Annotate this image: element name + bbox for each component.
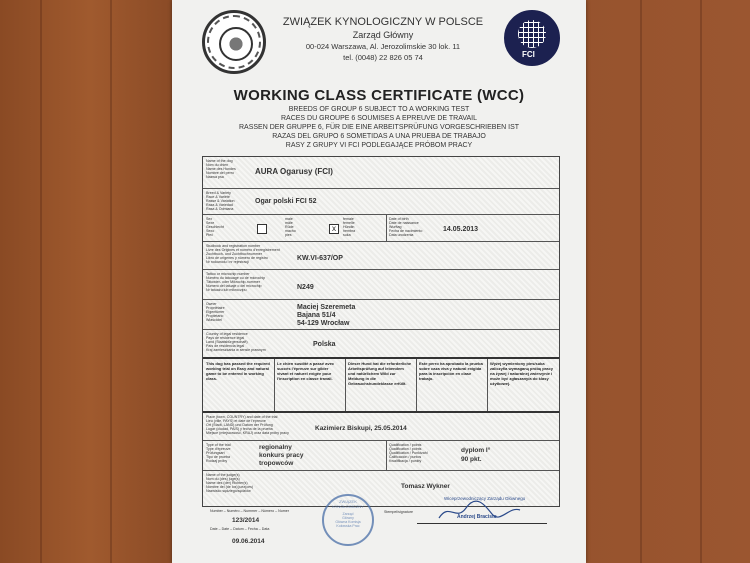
female-label: suka — [343, 233, 351, 237]
sex-label: Sexo — [206, 229, 215, 233]
sex-label: Geschlecht — [206, 225, 224, 229]
place-label: Lieu (ville, PAYS) et date de l'épreuve — [206, 419, 266, 423]
row-country — [203, 329, 559, 358]
divider — [416, 359, 417, 413]
row-tattoo — [203, 269, 559, 300]
male-label: macho — [285, 229, 296, 233]
male-label: mâle — [285, 221, 293, 225]
signer-title: Wiceprzewodniczący Zarządu Głównego — [444, 496, 526, 501]
dob-value: 14.05.2013 — [443, 226, 479, 233]
place-value: Kazimierz Biskupi, 25.05.2014 — [315, 425, 407, 432]
divider — [487, 359, 488, 413]
place-label: Miejsce (miejscowość, KRAJ) oraz data próby pracy — [206, 431, 289, 435]
stamp-line: Główny — [342, 516, 354, 520]
certificate-title: WORKING CLASS CERTIFICATE (WCC) — [233, 87, 525, 104]
fci-logo — [504, 10, 560, 66]
org-address: 00-024 Warszawa, Al. Jerozolimskie 30 lok. 11 — [305, 42, 461, 51]
breed-label: Rasa & Odmiana — [206, 207, 234, 211]
row-owner — [203, 299, 559, 330]
subtitle-de: RASSEN DER GRUPPE 6, FÜR DIE EINE ARBEITSPRÜFUNG VORGESCHRIEBEN IST — [238, 124, 520, 131]
breed-value: Ogar polski FCI 52 — [255, 198, 317, 205]
wood-grain — [40, 0, 42, 563]
type-label: Type d'épreuve — [206, 447, 231, 451]
tattoo-label: Numéro du tatouage ou de microchip — [206, 276, 266, 280]
studbook-label: Nr rodowodu i nr rejestracji — [206, 260, 249, 264]
trial-type-line: konkurs pracy — [259, 452, 304, 459]
owner-line: 54-129 Wrocław — [297, 320, 350, 327]
name-label: Nazwa psa — [206, 175, 224, 179]
subtitle-en: BREEDS OF GROUP 6 SUBJECT TO A WORKING TEST — [288, 106, 470, 113]
owner-label: Eigentümer — [206, 310, 225, 314]
points-line: 90 pkt. — [461, 456, 482, 463]
number-label: Number – Numéro – Nummer – Número – Numer — [210, 509, 289, 513]
divider — [386, 441, 387, 471]
signer-name: Andrzej Bracisto — [457, 514, 497, 520]
tattoo-value: N249 — [297, 284, 314, 291]
type-label: Rodzaj próby — [206, 459, 228, 463]
wood-grain — [640, 0, 642, 563]
stamp-text: ZWIĄZEK KYNOLOGICZNY — [332, 499, 364, 509]
qual-label: Qualification / points — [389, 447, 422, 451]
female-label: female — [343, 217, 354, 221]
name-label: Nom du chien — [206, 163, 229, 167]
org-sub: Zarząd Główny — [352, 30, 414, 40]
country-label: Kraj zamieszkania w sensie prawnym — [206, 348, 266, 352]
tattoo-label: Tattoo or microchip number — [206, 272, 250, 276]
row-dog-name — [203, 157, 559, 188]
judge-value: Tomasz Wykner — [401, 483, 450, 490]
qualification-line: dyplom I° — [461, 447, 491, 454]
org-phone: tel. (0048) 22 826 05 74 — [343, 53, 423, 62]
name-label: Name des Hundes — [206, 167, 236, 171]
judge-label: Name des (der) Richter(s) — [206, 481, 248, 485]
type-label: Prüfungsart — [206, 451, 225, 455]
declaration-fr: Le chien susdité a passé avec succès l'épreuve sur gibier vivant et naturel exigée pour l'inscription en classe travail. — [277, 361, 335, 381]
tattoo-label: Número del tatuaje o del microchip — [206, 284, 262, 288]
male-label: Rüde — [285, 225, 294, 229]
signature-scribble — [434, 500, 524, 524]
row-breed — [203, 188, 559, 215]
studbook-label: Libro de orígenes y número de registro — [206, 256, 268, 260]
qual-label: Qualifikation / Punktzahl — [389, 451, 428, 455]
qual-label: Kwalifikacja / punkty — [389, 459, 422, 463]
breed-label: Rasse & Variation — [206, 199, 235, 203]
globe-icon — [518, 20, 546, 48]
country-value: Polska — [313, 341, 336, 348]
wood-grain — [700, 0, 702, 563]
studbook-label: Zuchtbuch- und Zuchtbuchnummer — [206, 252, 262, 256]
qual-label: Calificación / puntos — [389, 455, 422, 459]
female-label: hembra — [343, 229, 356, 233]
trial-type-line: tropowców — [259, 460, 294, 467]
qualification-value — [461, 446, 490, 464]
owner-line: Bajana 51/4 — [297, 312, 336, 319]
subtitle-pl: RASY Z GRUPY VI FCI PODLEGAJĄCE PRÓBOM PRACY — [285, 142, 473, 149]
declaration-es: Este perro ha aprobado la prueba sobre caza viva y natural exigida para la inscripción en clase trabajo. — [419, 361, 483, 381]
judge-label: Nombre del (de los) juez(ces) — [206, 485, 254, 489]
org-name: ZWIĄZEK KYNOLOGICZNY W POLSCE — [282, 16, 484, 28]
subtitle-es: RAZAS DEL GRUPO 6 SOMETIDAS A UNA PRUEBA DE TRABAJO — [272, 133, 486, 140]
female-checkbox[interactable]: x — [329, 224, 339, 234]
official-stamp — [322, 494, 374, 546]
type-label: Type of the trial — [206, 443, 231, 447]
sex-label: Płeć — [206, 233, 213, 237]
tattoo-label: Nr tatuażu lub mikroczipu — [206, 288, 247, 292]
country-label: Land (Staatsbürgerschaft) — [206, 340, 248, 344]
tattoo-label: Tätowier- oder Mikrochip-nummer — [206, 280, 260, 284]
dob-label: Data urodzenia — [389, 233, 414, 237]
dob-label: Date of birth — [389, 217, 409, 221]
owner-label: Owner — [206, 302, 217, 306]
signature-line — [417, 523, 547, 524]
country-label: País de residencia legal — [206, 344, 245, 348]
certificate-form — [202, 156, 560, 507]
male-label: male — [285, 217, 293, 221]
row-declaration — [203, 357, 559, 413]
country-label: Country of legal residence — [206, 332, 248, 336]
male-checkbox[interactable] — [257, 224, 267, 234]
zkwp-logo — [202, 10, 266, 74]
breed-label: Raza & Variedad — [206, 203, 233, 207]
owner-label: Propriétaire — [206, 306, 225, 310]
divider — [386, 215, 387, 242]
stamp-line: Kołowska Prac — [336, 524, 360, 528]
country-label: Pays de résidence légal — [206, 336, 245, 340]
dob-label: Fecha de nacimiento — [389, 229, 423, 233]
place-label: Ort (Stadt, LAND) und Datum der Prüfung — [206, 423, 273, 427]
stamp-line: Zarząd — [342, 512, 354, 516]
name-label: Name of the dog — [206, 159, 233, 163]
sex-label: Sexe — [206, 221, 215, 225]
trial-type-value — [259, 444, 303, 468]
row-place — [203, 411, 559, 442]
studbook-label: Studbook and registration number — [206, 244, 261, 248]
signature-label: Stempel/signature — [384, 510, 413, 514]
row-type-qual — [203, 440, 559, 471]
declaration-pl: Wyżej wymieniony pies/suka zaliczył/a wymaganą próbę pracy na żywej i naturalnej zwierzynie i może być zgłaszany/a do klasy użytkowej. — [490, 361, 553, 386]
studbook-label: Livre des Origines et numéro d'enregistrement — [206, 248, 280, 252]
dob-label: Wurftag — [389, 225, 402, 229]
name-label: Nombre del perro — [206, 171, 234, 175]
breed-label: Breed & Variety — [206, 191, 231, 195]
fci-label: FCI — [522, 50, 535, 59]
judge-label: Nazwisko sędziego/sędziów — [206, 489, 251, 493]
judge-label: Name of the judge(s) — [206, 473, 240, 477]
wood-grain — [110, 0, 112, 563]
owner-line: Maciej Szeremeta — [297, 304, 356, 311]
female-label: Hündin — [343, 225, 355, 229]
dob-label: Date de naissance — [389, 221, 419, 225]
date-label: Date – Date – Datum – Fecha – Data — [210, 527, 270, 531]
row-studbook — [203, 241, 559, 270]
qual-label: Qualification / points — [389, 443, 422, 447]
stamp-line: Główna Komisja — [335, 520, 361, 524]
dog-name: AURA Ogarusy (FCI) — [255, 167, 333, 176]
certificate-sheet — [172, 0, 586, 563]
breed-label: Race & Variété — [206, 195, 230, 199]
owner-value — [297, 304, 355, 328]
declaration-en: This dog has passed the required working trial on Easy and natural game to be entered in working class. — [206, 361, 270, 381]
declaration-de: Dieser Hund hat die erforderliche Arbeitsprüfung auf lebendem und natürlichem Wild zur Meldung in die Gebrauchshundeklasse erfüllt. — [348, 361, 412, 386]
sex-label: Sex — [206, 217, 213, 221]
date-value: 09.06.2014 — [232, 538, 265, 545]
number-value: 123/2014 — [232, 517, 260, 524]
divider — [274, 359, 275, 413]
dog-emblem-icon — [219, 27, 253, 61]
judge-label: Nom du (des) juge(s) — [206, 477, 240, 481]
place-label: Place (town, COUNTRY) and date of the trial — [206, 415, 278, 419]
owner-label: Propietario — [206, 314, 224, 318]
trial-type-line: regionalny — [259, 444, 292, 451]
female-label: femelle — [343, 221, 355, 225]
place-label: Lugar (ciudad, PAÍS) y fecha de la prueba — [206, 427, 273, 431]
divider — [345, 359, 346, 413]
type-label: Tipo de prueba — [206, 455, 231, 459]
owner-label: Właściciel — [206, 318, 222, 322]
subtitle-fr: RACES DU GROUPE 6 SOUMISES A EPREUVE DE TRAVAIL — [280, 115, 478, 122]
studbook-value: KW.VI-637/OP — [297, 255, 343, 262]
male-label: pies — [285, 233, 292, 237]
row-sex-dob — [203, 214, 559, 242]
